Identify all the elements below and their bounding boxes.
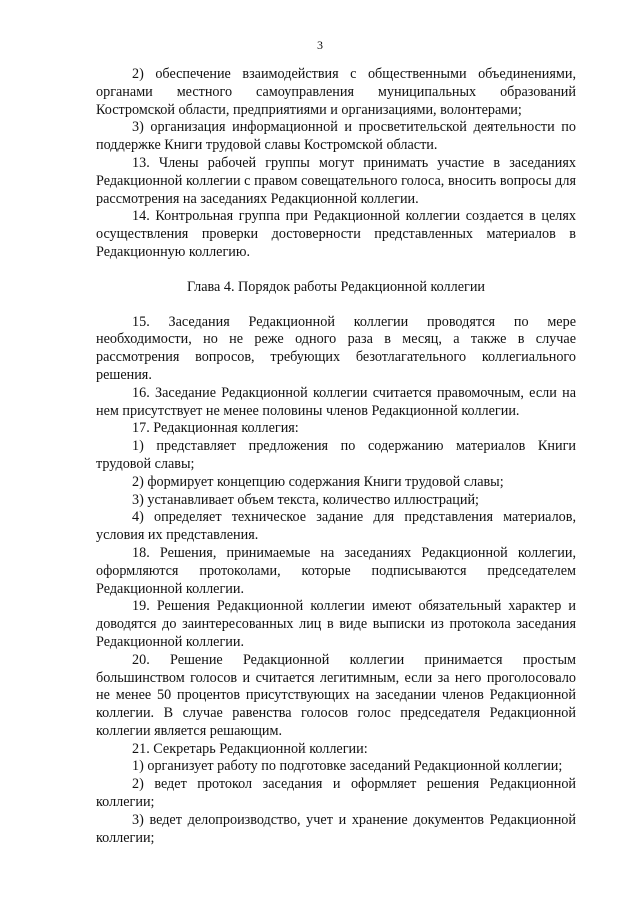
paragraph-21-item-1: 1) организует работу по подготовке заседаний Редакционной коллегии; bbox=[132, 758, 563, 775]
page-number: 3 bbox=[317, 38, 323, 52]
paragraph-19: 19. Решения Редакционной коллегии имеют обязательный характер и доводятся до заинтересованных лиц в виде выписки из протокола заседания Редакционной коллегии. bbox=[96, 598, 576, 650]
paragraph-17-item-4: 4) определяет техническое задание для представления материалов, условия их представления. bbox=[96, 509, 576, 544]
paragraph-17-item-2: 2) формирует концепцию содержания Книги трудовой славы; bbox=[132, 473, 504, 490]
paragraph-13: 13. Члены рабочей группы могут принимать участие в заседаниях Редакционной коллегии с правом совещательного голоса, вносить вопросы для рассмотрения на заседаниях Редакционной коллегии. bbox=[96, 154, 576, 207]
paragraph-17-item-1: 1) представляет предложения по содержанию материалов Книги трудовой славы; bbox=[96, 438, 576, 472]
chapter-title: Глава 4. Порядок работы Редакционной коллегии bbox=[186, 278, 486, 295]
paragraph-21-item-3: 3) ведет делопроизводство, учет и хранение документов Редакционной коллегии; bbox=[96, 811, 576, 846]
paragraph-21-item-2: 2) ведет протокол заседания и оформляет решения Редакционной коллегии; bbox=[96, 776, 576, 811]
paragraph-17-item-3: 3) устанавливает объем текста, количество иллюстраций; bbox=[132, 491, 479, 508]
paragraph-18: 18. Решения, принимаемые на заседаниях Редакционной коллегии, оформляются протоколами, которые подписываются председателем Редакционной коллегии. bbox=[96, 544, 576, 597]
paragraph-item-2-interaction: 2) обеспечение взаимодействия с общественными объединениями, органами местного самоуправления муниципальных образований Костромской области, предприятиями и организациями, волонтерами; bbox=[96, 66, 576, 118]
paragraph-14: 14. Контрольная группа при Редакционной коллегии создается в целях осуществления проверки достоверности представленных материалов в Редакционную коллегию. bbox=[96, 208, 576, 260]
document-body bbox=[96, 66, 576, 847]
paragraph-17: 17. Редакционная коллегия: bbox=[132, 420, 299, 437]
paragraph-21: 21. Секретарь Редакционной коллегии: bbox=[132, 740, 368, 757]
paragraph-15: 15. Заседания Редакционной коллегии проводятся по мере необходимости, но не реже одного раза в месяц, а также в случае рассмотрения вопросов, требующих безотлагательного коллегиального решения. bbox=[96, 313, 576, 383]
paragraph-20: 20. Решение Редакционной коллегии принимается простым большинством голосов и считается легитимным, если за него проголосовало не менее 50 процентов присутствующих на заседании членов Редакционной коллегии. В случае равенства голосов голос председателя Редакционной коллегии является решающим. bbox=[96, 651, 576, 739]
paragraph-16: 16. Заседание Редакционной коллегии считается правомочным, если на нем присутствует не менее половины членов Редакционной коллегии. bbox=[96, 384, 576, 419]
paragraph-item-3-information: 3) организация информационной и просветительской деятельности по поддержке Книги трудовой славы Костромской области. bbox=[96, 119, 576, 154]
